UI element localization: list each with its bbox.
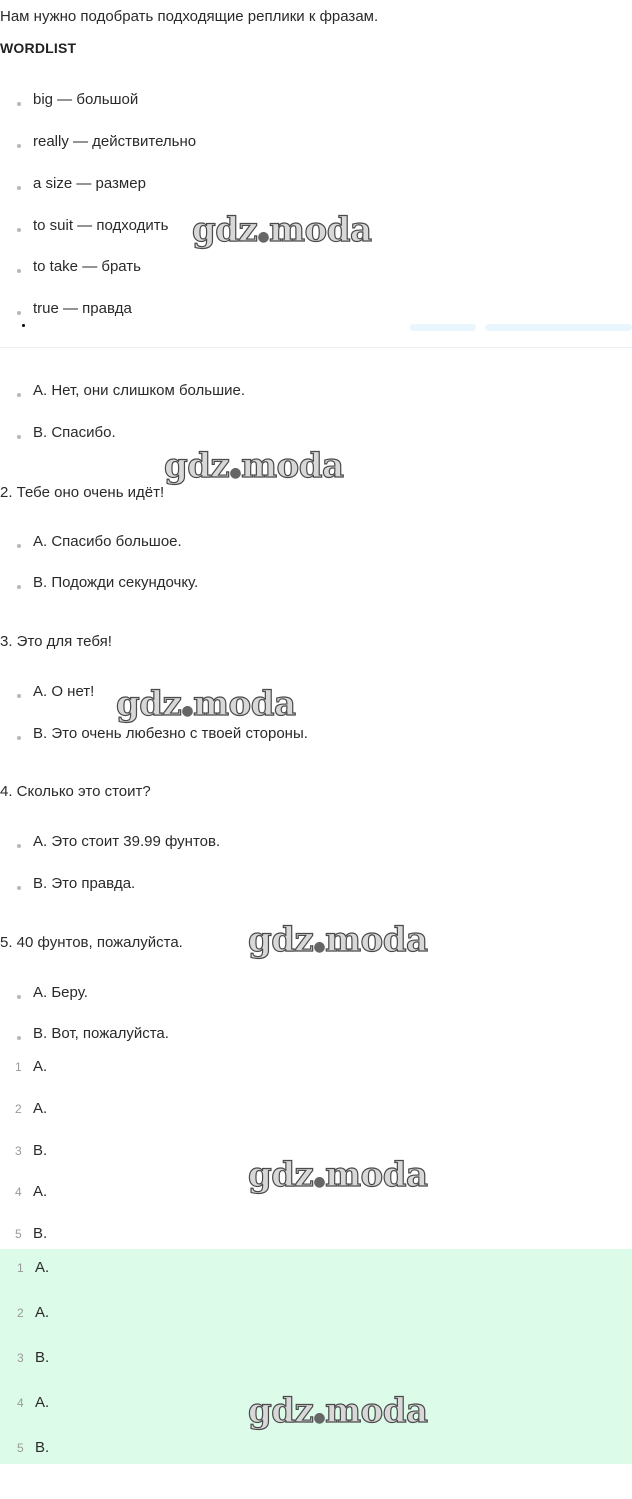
answer-number: 2	[15, 1102, 22, 1116]
answer-number: 1	[17, 1261, 24, 1275]
wordlist-item: to suit — подходить	[33, 217, 169, 234]
bullet	[17, 269, 21, 273]
bullet	[17, 228, 21, 232]
answer-value: B.	[33, 1142, 48, 1159]
watermark-logo: gdz●moda	[248, 1391, 428, 1431]
section-divider	[0, 347, 632, 348]
wordlist-item: a size — размер	[33, 175, 146, 192]
bullet	[17, 435, 21, 439]
answer-number: 1	[15, 1060, 22, 1074]
watermark-logo: gdz●moda	[116, 684, 296, 724]
stray-dot	[22, 324, 25, 327]
bullet	[17, 144, 21, 148]
answer-value: A.	[35, 1394, 50, 1411]
answer-value: B.	[35, 1349, 50, 1366]
bullet	[17, 544, 21, 548]
bullet	[17, 736, 21, 740]
question-3: 3. Это для тебя!	[0, 633, 112, 650]
answer-number: 2	[17, 1306, 24, 1320]
answer-value: A.	[33, 1100, 48, 1117]
option-item: B. Это очень любезно с твоей стороны.	[33, 725, 308, 742]
bullet	[17, 311, 21, 315]
option-item: A. Нет, они слишком большие.	[33, 382, 246, 399]
option-item: B. Вот, пожалуйста.	[33, 1025, 169, 1042]
scroll-bar-segment	[485, 324, 632, 331]
answer-value: A.	[35, 1304, 50, 1321]
watermark-logo: gdz●moda	[248, 920, 428, 960]
question-5: 5. 40 фунтов, пожалуйста.	[0, 934, 183, 951]
answer-number: 3	[15, 1144, 22, 1158]
answer-value: A.	[35, 1259, 50, 1276]
wordlist-item: really — действительно	[33, 133, 197, 150]
watermark-logo: gdz●moda	[164, 446, 344, 486]
option-item: A. Беру.	[33, 984, 88, 1001]
answer-highlight-block	[0, 1249, 632, 1464]
bullet	[17, 393, 21, 397]
bullet	[17, 694, 21, 698]
answer-value: A.	[33, 1183, 48, 1200]
scroll-bar-segment	[410, 324, 476, 331]
question-4: 4. Сколько это стоит?	[0, 783, 151, 800]
watermark-logo: gdz●moda	[192, 210, 372, 250]
option-item: A. Спасибо большое.	[33, 533, 182, 550]
bullet	[17, 886, 21, 890]
answer-number: 4	[15, 1185, 22, 1199]
option-item: B. Спасибо.	[33, 424, 116, 441]
watermark-logo: gdz●moda	[248, 1155, 428, 1195]
option-item: A. О нет!	[33, 683, 95, 700]
wordlist-item: true — правда	[33, 300, 132, 317]
answer-number: 3	[17, 1351, 24, 1365]
option-item: B. Подожди секундочку.	[33, 574, 199, 591]
question-2: 2. Тебе оно очень идёт!	[0, 484, 165, 501]
bullet	[17, 186, 21, 190]
answer-value: A.	[33, 1058, 48, 1075]
answer-number: 4	[17, 1396, 24, 1410]
wordlist-item: big — большой	[33, 91, 139, 108]
bullet	[17, 102, 21, 106]
wordlist-item: to take — брать	[33, 258, 141, 275]
answer-number: 5	[15, 1227, 22, 1241]
bullet	[17, 995, 21, 999]
bullet	[17, 844, 21, 848]
answer-number: 5	[17, 1441, 24, 1455]
answer-value: B.	[33, 1225, 48, 1242]
wordlist-heading: WORDLIST	[0, 40, 77, 56]
bullet	[17, 585, 21, 589]
answer-value: B.	[35, 1439, 50, 1456]
option-item: A. Это стоит 39.99 фунтов.	[33, 833, 221, 850]
bullet	[17, 1036, 21, 1040]
option-item: B. Это правда.	[33, 875, 136, 892]
intro-text: Нам нужно подобрать подходящие реплики к фразам.	[0, 8, 379, 25]
